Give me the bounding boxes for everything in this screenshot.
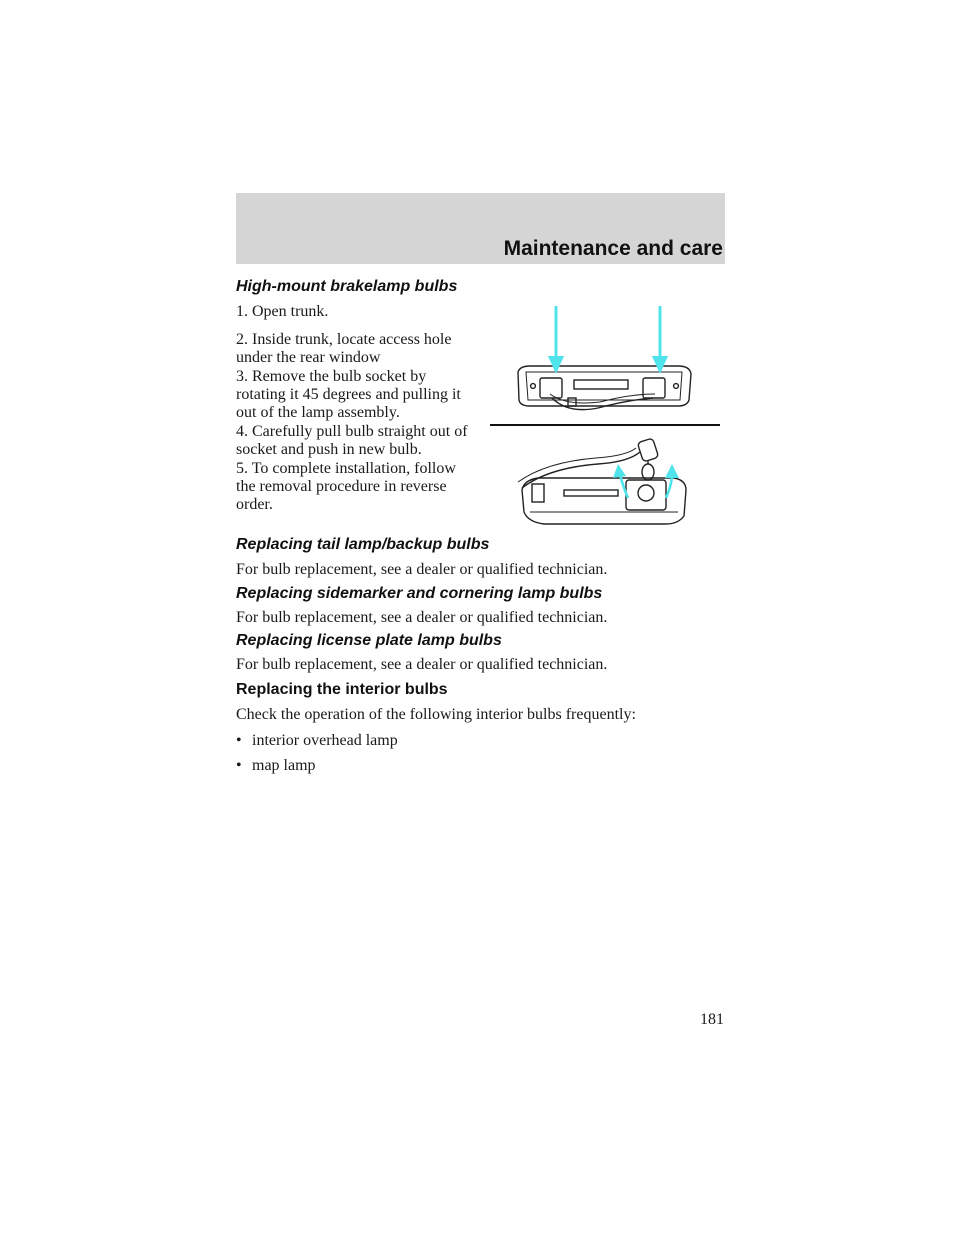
arrow-down-right-icon [652,306,668,374]
list-item [236,757,316,775]
sidemarker-text: For bulb replacement, see a dealer or qualified technician. [236,609,608,626]
step-5 [236,460,476,514]
section-title: Maintenance and care [503,237,723,260]
tail-lamp-text: For bulb replacement, see a dealer or qualified technician. [236,561,608,578]
step-4 [236,423,476,459]
step-5-line-1: 5. To complete installation, follow [236,460,456,477]
step-2 [236,331,476,367]
step-3-line-3: out of the lamp assembly. [236,404,400,421]
arrow-head [665,464,679,478]
heading-sidemarker: Replacing sidemarker and cornering lamp bulbs [236,585,603,602]
step-5-line-2: the removal procedure in reverse [236,478,447,495]
step-3-line-1: 3. Remove the bulb socket by [236,368,427,385]
step-3 [236,368,476,422]
heading-brakelamp: High-mount brakelamp bulbs [236,278,458,295]
step-4-line-2: socket and push in new bulb. [236,441,422,458]
step-4-line-1: 4. Carefully pull bulb straight out of [236,423,468,440]
arrow-head [652,356,668,374]
heading-tail-lamp: Replacing tail lamp/backup bulbs [236,536,490,553]
socket-detail-view [518,438,686,524]
step-2-line-2: under the rear window [236,349,381,366]
interior-text: Check the operation of the following interior bulbs frequently: [236,706,636,723]
brakelamp-illustration [488,302,722,531]
arrow-rotate-right-icon [665,464,679,498]
bullet-icon: • [236,732,242,749]
arrow-head [613,464,626,478]
page-number: 181 [700,1011,724,1028]
step-1-line-1: 1. Open trunk. [236,303,329,320]
arrow-down-left-icon [548,306,564,374]
step-1 [236,303,476,321]
arrow-head [548,356,564,374]
step-2-line-1: 2. Inside trunk, locate access hole [236,331,452,348]
heading-interior: Replacing the interior bulbs [236,681,448,698]
heading-license-plate: Replacing license plate lamp bulbs [236,632,502,649]
step-3-line-2: rotating it 45 degrees and pulling it [236,386,461,403]
brakelamp-diagram [488,302,722,526]
list-item-text: interior overhead lamp [252,732,398,749]
license-plate-text: For bulb replacement, see a dealer or qualified technician. [236,656,608,673]
lamp-assembly-top-view [518,366,691,410]
bullet-icon: • [236,757,242,774]
list-item [236,732,398,750]
list-item-text: map lamp [252,757,316,774]
step-5-line-3: order. [236,496,273,513]
header-band [236,193,725,264]
